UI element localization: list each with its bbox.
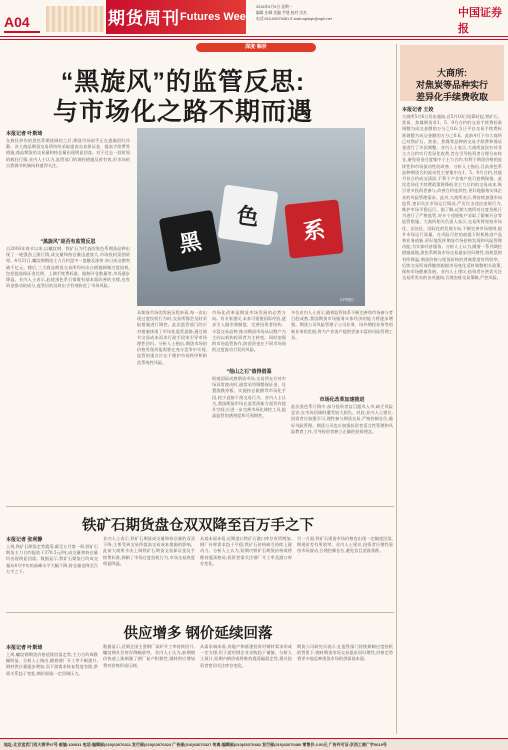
main-body-col2: 从期货市场的发展历程来看,每一次出现过度投机行为时,交易所都会及时采取措施进行调控。此次监管部门的应对措施体现了市场化监管思路,通过调节交易成本而非行政手段来引导市场理性回归。分析人士指出,期货市场的价格发现功能需要在充分竞争中实现,监管的重点应在于维护市场秩序和防范系统性风险。 <box>137 310 207 365</box>
header-rule <box>0 36 508 37</box>
main-body-col1: 自2016年春节以来,以螺纹钢、铁矿石为代表的黑色系期货品种出现了一轮强劲上涨行情,成交量和持仓量迅速放大,市场投机氛围浓厚。4月21日,螺纹钢期货主力合约盘中一度触及涨停,单日成交额突破千亿元。随后,三大商品期货交易所纷纷出台措施抑制过度投机,包括提高保证金比例、上调手续费标准、限制开仓数量等,市场逐步降温。业内人士表示,此轮黑色系行情既有基本面改善的支撑,也有资金推动的成分,监管层的及时出手有效防范了市场风险。 <box>6 246 130 289</box>
newspaper-logo: 中国证券报 <box>458 6 502 35</box>
iron-ore-byline: 本报记者 张利静 <box>6 537 43 543</box>
iron-ore-col2: 业内人士表示,铁矿石期货成交量和持仓量的双双下降,主要受到交易所提高交易成本措施的影响。此前大商所多次上调铁矿石期货交易保证金及手续费标准,抑制了市场过度投机行为,市场交易热度明显降温。 <box>103 536 195 566</box>
contact-info: 电话:010-63070451 E-mail:zqsbqh@zqrb.net <box>256 17 332 21</box>
masthead-subtitle: Futures Weekly <box>180 11 262 23</box>
sidebar-byline: 本报记者 王姣 <box>402 107 434 113</box>
article-separator <box>6 506 394 507</box>
sidebar-title-line1: 大商所: <box>437 68 467 78</box>
steel-col2: 数据显示,近期全国主要钢厂高炉开工率持续回升,螺纹钢社会库存降幅收窄。业内人士认为,前期钢价快速上涨刺激了钢厂复产积极性,钢材供应增加将对价格形成压制。 <box>103 644 195 668</box>
main-headline-line2: 与市场化之路不期而遇 <box>52 98 313 126</box>
steel-col3: 从需求端来看,房地产和基建投资对钢材需求形成一定支撑,但下游用钢企业采购趋于谨慎。分析人士预计,短期内钢价或将维持震荡偏弱走势,建议投资者密切关注库存变化。 <box>200 644 292 668</box>
red-cube <box>284 199 343 258</box>
main-subheading-3: 市场化改革加速推进 <box>319 397 365 403</box>
steel-byline: 本报记者 叶斯琦 <box>6 645 43 651</box>
black-cube <box>159 210 222 273</box>
feature-photo <box>137 128 365 306</box>
page-footer: 地址:北京宣武门西大街甲97号 邮编:100031 电话:编辑部(010)63070311 发行部(010)63070324 广告部(010)63070327 传真:编辑部(010)63070482 发行部(010)63070480 零售价:2.00元 广告许可证:京西工商广字0019号 <box>0 738 508 750</box>
iron-ore-col4: 另一方面,铁矿石现货市场价格也出现一定幅度回落,期现价差有所收窄。业内人士建议,投资者应理性看待市场波动,合理控制仓位,避免盲目追涨杀跌。 <box>297 536 393 554</box>
steel-headline: 供应增多 钢价延续回落 <box>123 626 273 642</box>
main-byline: 本报记者 叶斯琦 <box>6 131 43 137</box>
header-rule <box>0 39 508 40</box>
main-intro-text: 在疯狂炒作的黑色系期货调控之后,期货市场似乎正在逐渐回归冷静。各大商品期货交易所纷纷采取提高交易保证金、提高手续费等措施,商品期货的交易量和持仓量出现明显回落。对于过去一段时间的疯狂行情,业内人士认为,监管部门的调控措施及时有效,但市场的自我调节机制同样值得关注。 <box>6 138 130 168</box>
main-body-col4: 多位业内人士表示,随着监管体系不断完善和市场参与者日趋成熟,我国期货市场服务实体经济的能力将逐步增强。期货公司风险管理子公司业务、场外期权业务等创新业务的发展,将为产业客户提供更加丰富的风险管理工具。 <box>291 310 393 340</box>
page-number-underline <box>4 31 40 33</box>
sidebar-title-line2: 对焦炭等品种实行 <box>415 80 488 90</box>
masthead-decoration <box>46 6 104 32</box>
section-kicker: 深度·解析 <box>196 43 316 52</box>
main-body-col4b: 此次黑色系行情中,部分投资者盲目跟风入市,缺乏风险意识,在市场回调时遭受较大损失。对此,业内人士建议,投资者应加强学习,理性参与期货交易,严格控制仓位,做好风险管理。期货公司也应加强投资者适当性管理和风险教育工作,引导投资者树立正确的投资理念。 <box>291 404 393 434</box>
cube-char: 色 <box>235 202 261 231</box>
editor-credits: 编辑 庄峰 美编 尹建 校对 宗杰 <box>256 11 307 15</box>
masthead-title: 期货周刊 <box>108 9 180 28</box>
main-headline-line1: “黑旋风”的监管反思: <box>60 68 306 96</box>
main-subheading-2: “他山之石”值得借鉴 <box>226 369 272 375</box>
white-cube <box>218 185 279 246</box>
header-info <box>256 4 406 22</box>
main-body-col3b: 纵观国际成熟期货市场,交易所在应对市场异常波动时,通常采用调整保证金、设置涨跌停板、实施持仓限额等市场化手段,较少直接干预交易行为。业内人士认为,我国期货市场在监管创新方面仍有提升空间,应进一步完善市场化调控工具,提高监管的透明度和可预期性。 <box>212 376 286 419</box>
column-divider <box>396 44 397 734</box>
main-body-col3: 市场化改革是期货市场发展的必然方向。有专家建议,未来可借鉴国际经验,逐步引入做市商制度、完善投资者结构、丰富交易品种,推动期货市场从以散户为主向以机构投资者为主转变。同时加强跨市场监管协作,防范资金在不同市场间的过度流动引发的风险。 <box>212 310 286 353</box>
cube-char: 黑 <box>177 228 204 257</box>
main-subheading-1: “黑旋风”是否有监管反思 <box>40 239 96 245</box>
issue-date: 2016年5月9日 星期一 <box>256 5 293 9</box>
iron-ore-col1: 上周,铁矿石期货走势震荡,截至五月第一周,铁矿石期货主力合约报收于370.5元/吨,成交量和持仓量均出现明显回落。数据显示,铁矿石期货日均成交量从4月中旬的高峰水平大幅下降,持仓量也降至百万手之下。 <box>6 544 98 574</box>
photo-credit: CFP图片 <box>340 298 355 302</box>
iron-ore-col3: 从基本面来看,近期进口铁矿石港口库存有所增加,钢厂补库需求趋于平稳,铁矿石价格缺乏持续上涨动力。分析人士认为,短期内铁矿石期货价格或将维持震荡格局,投资者需关注钢厂开工率及港口库存变化。 <box>200 536 292 566</box>
page-number: A04 <box>4 14 30 30</box>
iron-ore-headline: 铁矿石期货盘仓双双降至百万手之下 <box>82 518 314 534</box>
steel-col4: 期货公司研究员表示,在监管部门持续抑制过度投机的背景下,钢材期货市场交易逐步回归理性,价格走势将更多地反映现货市场的供需基本面。 <box>297 644 393 662</box>
article-separator <box>6 612 394 613</box>
sidebar-title-line3: 差异化手续费收取 <box>415 92 488 102</box>
sidebar-body: 大商所5月6日发布通知,自5月10日结算时起,铁矿石、焦炭、焦煤期货非1、5、9月合约的交易手续费标准调整为成交金额的万分之0.6,当日平仓交易手续费标准调整为成交金额的万分之0.6。此前4月下旬大商所已对铁矿石、焦炭、焦煤等品种的交易手续费和保证金进行了多次调整。业内人士表示,大商所此次针对非主力合约实行差异化收费,旨在引导投资者合理分布持仓,避免资金过度集中于主力合约,有利于期货价格的连续性和市场流动性的改善。分析人士指出,目前黑色系品种期货合约流动性主要集中在1、5、9月合约,其他月份合约成交清淡,不利于产业客户进行套期保值。此次差异化手续费政策将降低非主力合约的交易成本,吸引更多投资者参与,改善合约连续性,更好地服务实体企业的风险管理需求。此外,大商所表示,将持续加强市场监管,密切关注市场运行情况,严厉打击违法违规行为,维护市场平稳运行。据了解,近期大商所对过度投机行为进行了严格监管,对多个违规账户采取了限制开仓等监管措施。大商所相关负责人表示,交易所将坚持市场化、法治化、国际化的发展方向,不断完善市场规则,提升市场运行质量。在风险可控的前提下积极推进产品和业务创新,更好地发挥期货市场价格发现和风险管理功能,为实体经济服务。分析人士认为,随着一系列调控措施落地,黑色系期货市场交易逐步回归理性,投机氛围有所降温,期货价格与现货价格的背离程度有所收窄。后续交易所或将继续根据市场变化适时调整相关政策,保持市场健康发展。业内人士建议,投资者应密切关注交易所发布的各项通知,合理安排交易策略,严控风险。 <box>402 114 502 281</box>
steel-col1: 上周,螺纹钢期货价格延续回落走势,主力合约周跌幅明显。分析人士指出,随着钢厂开工率不断提升,钢材供应量逐步增加,而下游需求恢复程度有限,供需关系趋于宽松,钢价面临一定回调压力。 <box>6 652 98 676</box>
cube-char: 系 <box>301 216 327 245</box>
